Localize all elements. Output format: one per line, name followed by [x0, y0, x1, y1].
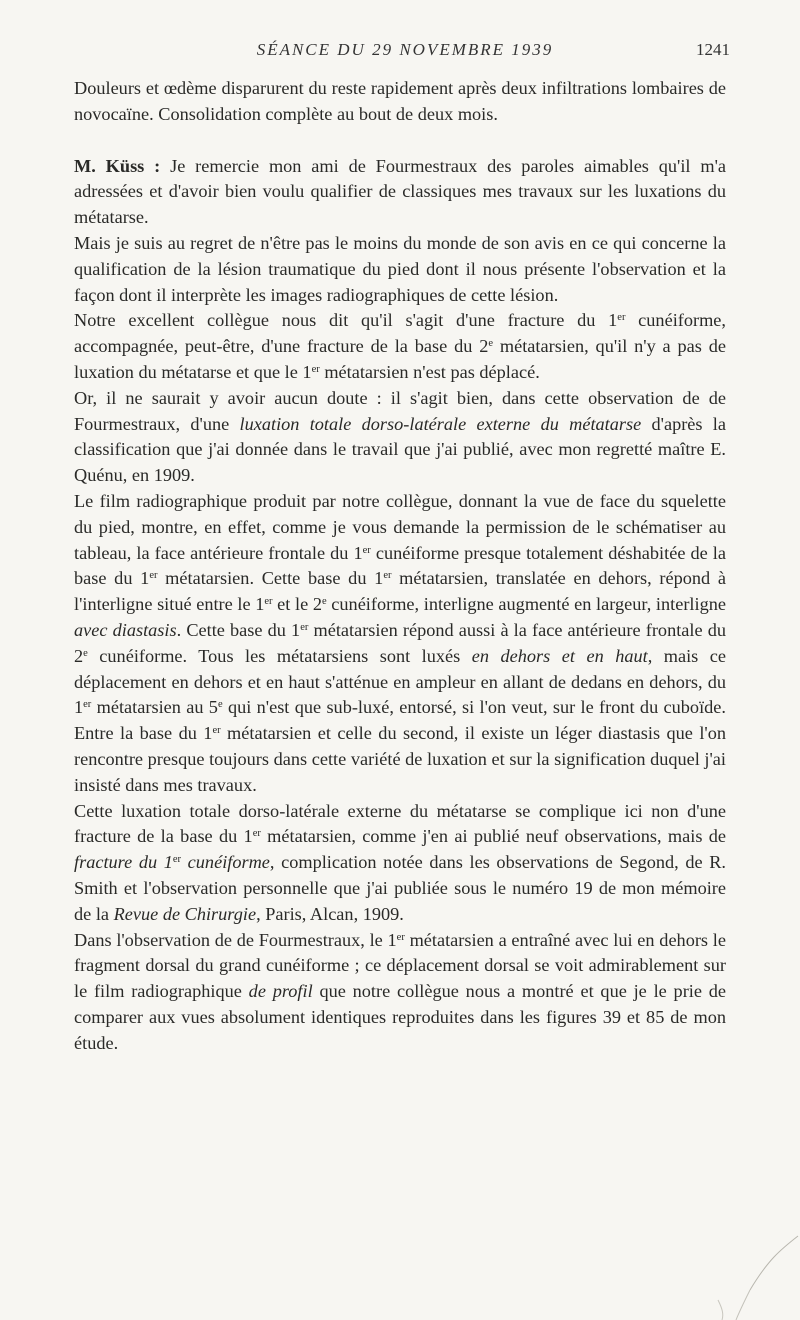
superscript: er [617, 312, 626, 324]
superscript: e [217, 699, 223, 711]
superscript: er [300, 621, 309, 633]
text-run: qui n'est que sub-luxé, entorsé, si l'on veut, sur le front du cuboïde. Entre la base du 1 [74, 697, 726, 744]
text-run: métatarsien, translatée en dehors, répond à l'interligne situé entre le 1 [74, 568, 726, 615]
superscript: er [149, 570, 158, 582]
paragraph [74, 154, 726, 231]
text-run: cunéiforme. Tous les métatarsiens sont luxés [87, 645, 472, 666]
paragraph [74, 489, 726, 799]
text-run: Le film radiographique produit par notre collègue, donnant la vue de face du squelette du pied, montre, en effet, comme je vous demande la permission de le schématiser au tableau, la face antérieure frontale du 1 [74, 490, 726, 563]
text-run: Je remercie mon ami de Fourmestraux des paroles aimables qu'il m'a adressées et d'avoir bien voulu qualifier de classiques mes travaux sur les luxations du métatarse. [74, 155, 726, 228]
speaker-name: M. Küss : [74, 155, 161, 176]
italic-text: de profil [248, 981, 313, 1002]
text-run: métatarsien répond aussi à la face antérieure frontale du 2 [74, 619, 727, 666]
italic-text: avec diastasis [74, 619, 177, 640]
text-run: cunéiforme, interligne augmenté en largeur, interligne [326, 594, 726, 615]
superscript: er [383, 570, 392, 582]
superscript: er [212, 725, 221, 737]
italic-text: luxation totale dorso-latérale externe du métatarse [239, 413, 642, 434]
text-run: Dans l'observation de de Fourmestraux, le 1 [74, 929, 397, 950]
paragraph [74, 308, 726, 385]
text-run: métatarsien, comme j'en ai publié neuf observations, mais de [260, 826, 726, 847]
superscript: er [252, 828, 261, 840]
paragraph [74, 76, 726, 128]
text-run: . Cette base du 1 [176, 619, 301, 640]
text-run: métatarsien et celle du second, il existe un léger diastasis que l'on rencontre presque toujours dans cette variété de luxation et sur la signification duquel j'ai insisté dans mes travaux. [74, 723, 727, 795]
text-run: Or, il ne saurait y avoir aucun doute : il s'agit bien, dans cette observation de de Fourmestraux, d'une [74, 387, 726, 434]
text-run: , Paris, Alcan, 1909. [256, 903, 404, 924]
superscript: er [396, 931, 405, 943]
text-run: métatarsien, qu'il n'y a pas de luxation du métatarse et que le 1 [74, 336, 726, 382]
paragraph [74, 231, 726, 308]
superscript: er [264, 596, 273, 608]
text-run: Mais je suis au regret de n'être pas le moins du monde de son avis en ce qui concerne la qualification de la lésion traumatique du pied dont il nous présente l'observation et la façon dont il interprète les images radiographiques de cette lésion. [74, 232, 726, 305]
text-run: et le 2 [272, 594, 322, 615]
text-run: métatarsien au 5 [91, 697, 218, 718]
text-run: , complication notée dans les observations de Segond, de R. Smith et l'observation personnelle que j'ai publiée sous le numéro 19 de mon mémoire de la [74, 852, 726, 924]
body-text [74, 76, 726, 1056]
paragraph [74, 386, 726, 489]
italic-text: en dehors et en haut [471, 645, 648, 666]
paragraph [74, 799, 726, 928]
paragraph [74, 928, 726, 1057]
italic-text: fracture du 1 [74, 852, 173, 873]
text-run: que notre collègue nous a montré et que je le prie de comparer aux vues absolument identiques reproduites dans les figures 39 et 85 de mon étude. [74, 981, 727, 1053]
text-run: Cette luxation totale dorso-latérale externe du métatarse se complique ici non d'une fracture de la base du 1 [74, 800, 726, 847]
text-run: cunéiforme presque totalement déshabitée de la base du 1 [74, 542, 726, 589]
text-run: , mais ce déplacement en dehors et en haut s'atténue en ampleur en allant de dedans en dehors, du 1 [74, 645, 727, 718]
text-run: métatarsien a entraîné avec lui en dehors le fragment dorsal du grand cunéiforme ; ce déplacement dorsal se voit admirablement sur le film radiographique [74, 929, 726, 1002]
superscript: er [311, 363, 320, 375]
paper-crease-mark [710, 1230, 800, 1320]
text-run: d'après la classification que j'ai donnée dans le travail que j'ai publié, avec mon regretté maître E. Quénu, en 1909. [74, 413, 726, 486]
text-run: métatarsien n'est pas déplacé. [319, 361, 540, 382]
page-number: 1241 [696, 40, 730, 59]
superscript: er [362, 544, 371, 556]
superscript: e [83, 647, 88, 659]
italic-text: cunéiforme [181, 852, 270, 873]
text-run: Douleurs et œdème disparurent du reste rapidement après deux infiltrations lombaires de novocaïne. Consolidation complète au bout de deux mois. [74, 78, 726, 124]
superscript: e [488, 338, 494, 350]
superscript: er [83, 699, 92, 711]
page-header [80, 40, 730, 70]
superscript: e [321, 596, 327, 608]
italic-text: Revue de Chirurgie [113, 903, 257, 924]
text-run: Notre excellent collègue nous dit qu'il s'agit d'une fracture du 1 [74, 310, 618, 331]
text-run: cunéiforme, accompagnée, peut-être, d'une fracture de la base du 2 [74, 310, 726, 357]
superscript: er [172, 854, 182, 866]
running-head: SÉANCE DU 29 NOVEMBRE 1939 [256, 40, 554, 59]
text-run: métatarsien. Cette base du 1 [157, 568, 384, 589]
